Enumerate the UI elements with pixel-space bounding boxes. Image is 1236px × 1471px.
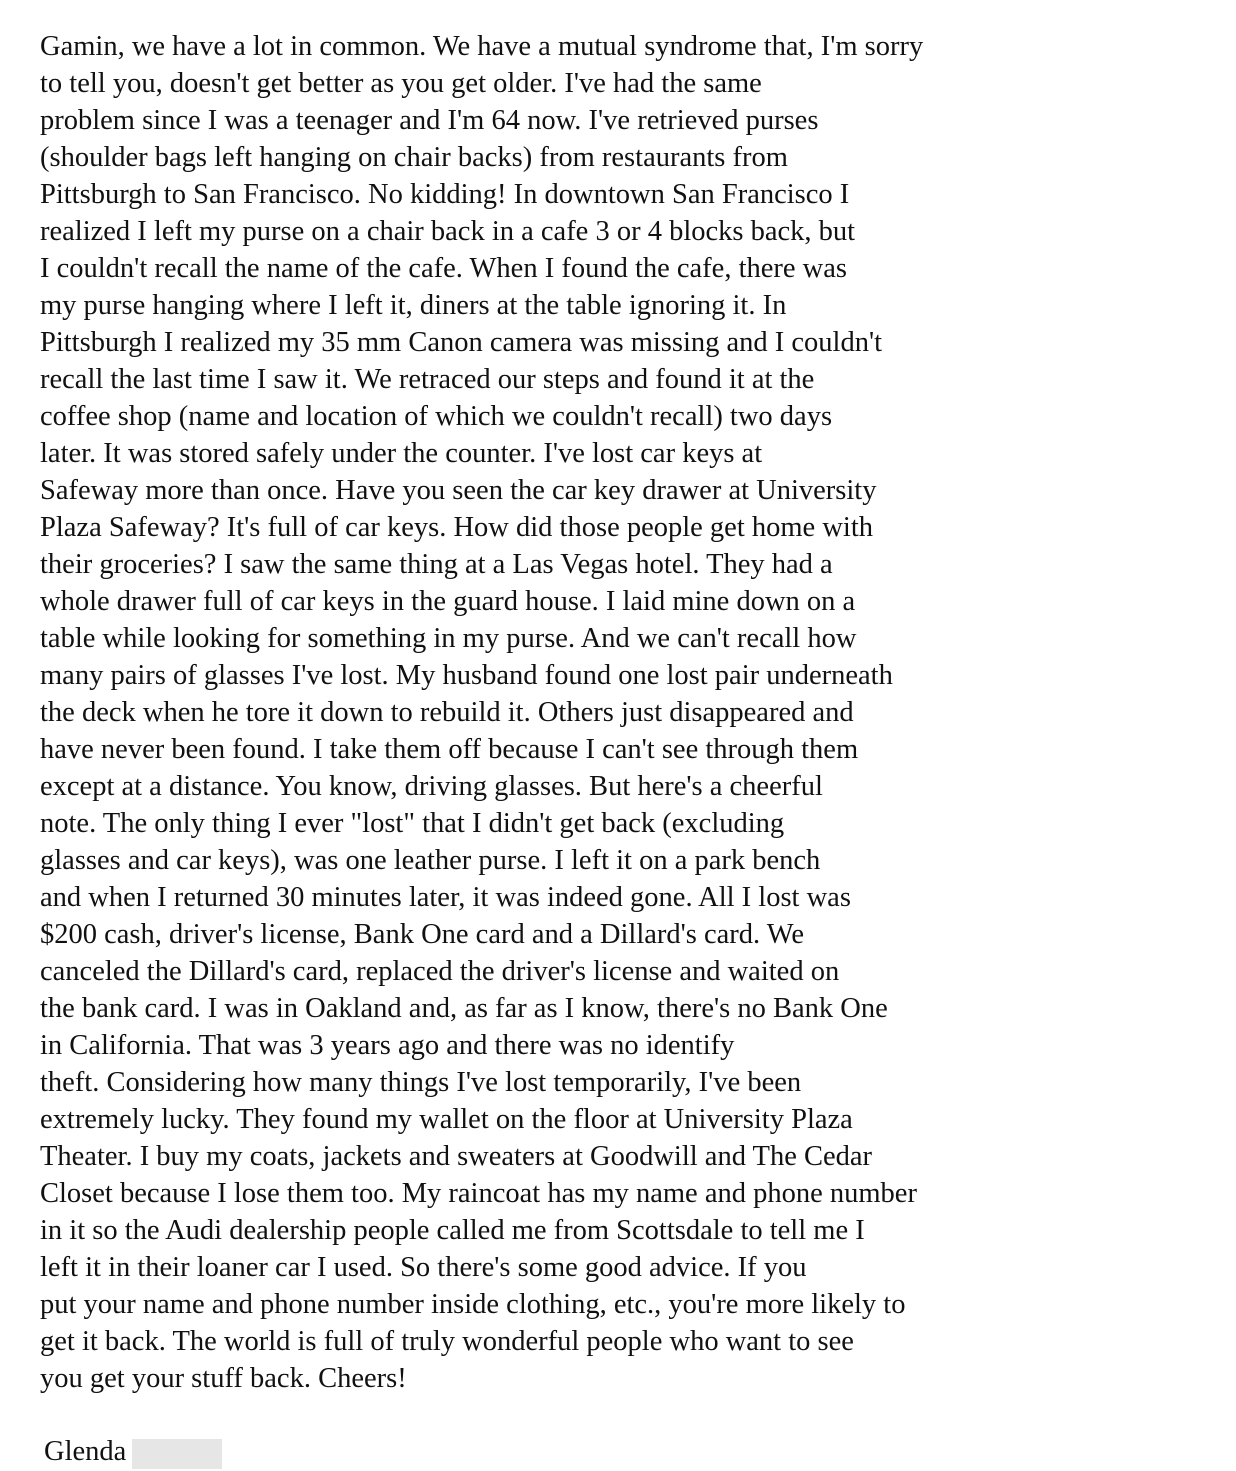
letter-line: the deck when he tore it down to rebuild it. Others just disappeared and xyxy=(40,697,854,728)
letter-line: realized I left my purse on a chair back in a cafe 3 or 4 blocks back, but xyxy=(40,216,856,247)
letter-line: (shoulder bags left hanging on chair backs) from restaurants from xyxy=(40,142,788,173)
letter-line: my purse hanging where I left it, diners at the table ignoring it. In xyxy=(40,290,787,321)
letter-line: Theater. I buy my coats, jackets and sweaters at Goodwill and The Cedar xyxy=(40,1141,873,1172)
letter-line: $200 cash, driver's license, Bank One card and a Dillard's card. We xyxy=(40,919,805,950)
letter-line: left it in their loaner car I used. So there's some good advice. If you xyxy=(40,1252,807,1283)
letter-line: Pittsburgh to San Francisco. No kidding! In downtown San Francisco I xyxy=(40,179,850,210)
letter-line: get it back. The world is full of truly wonderful people who want to see xyxy=(40,1326,854,1357)
letter-line: their groceries? I saw the same thing at a Las Vegas hotel. They had a xyxy=(40,549,833,580)
letter-line: to tell you, doesn't get better as you get older. I've had the same xyxy=(40,68,762,99)
letter-line: Safeway more than once. Have you seen the car key drawer at University xyxy=(40,475,877,506)
letter-line: later. It was stored safely under the counter. I've lost car keys at xyxy=(40,438,763,469)
letter-line: Gamin, we have a lot in common. We have a mutual syndrome that, I'm sorry xyxy=(40,31,924,62)
letter-line: I couldn't recall the name of the cafe. When I found the cafe, there was xyxy=(40,253,847,284)
letter-line: note. The only thing I ever "lost" that I didn't get back (excluding xyxy=(40,808,785,839)
letter-line: you get your stuff back. Cheers! xyxy=(40,1363,407,1394)
letter-line: coffee shop (name and location of which we couldn't recall) two days xyxy=(40,401,833,432)
signature xyxy=(44,1433,222,1470)
letter-line: problem since I was a teenager and I'm 64 now. I've retrieved purses xyxy=(40,105,819,136)
letter-line: have never been found. I take them off because I can't see through them xyxy=(40,734,859,765)
letter-line: the bank card. I was in Oakland and, as far as I know, there's no Bank One xyxy=(40,993,888,1024)
redacted-surname xyxy=(132,1439,222,1469)
letter-line: except at a distance. You know, driving glasses. But here's a cheerful xyxy=(40,771,823,802)
letter-line: theft. Considering how many things I've lost temporarily, I've been xyxy=(40,1067,802,1098)
letter-line: in it so the Audi dealership people called me from Scottsdale to tell me I xyxy=(40,1215,865,1246)
signature-name: Glenda xyxy=(44,1436,127,1467)
letter-line: Closet because I lose them too. My raincoat has my name and phone number xyxy=(40,1178,917,1209)
letter-line: glasses and car keys), was one leather purse. I left it on a park bench xyxy=(40,845,821,876)
letter-body xyxy=(40,28,1220,1397)
letter-line: whole drawer full of car keys in the guard house. I laid mine down on a xyxy=(40,586,856,617)
letter-line: many pairs of glasses I've lost. My husband found one lost pair underneath xyxy=(40,660,893,691)
letter-line: extremely lucky. They found my wallet on the floor at University Plaza xyxy=(40,1104,853,1135)
letter-line: Pittsburgh I realized my 35 mm Canon camera was missing and I couldn't xyxy=(40,327,883,358)
letter-line: recall the last time I saw it. We retraced our steps and found it at the xyxy=(40,364,815,395)
letter-line: canceled the Dillard's card, replaced the driver's license and waited on xyxy=(40,956,840,987)
letter-line: in California. That was 3 years ago and there was no identify xyxy=(40,1030,735,1061)
letter-line: table while looking for something in my purse. And we can't recall how xyxy=(40,623,857,654)
letter-line: Plaza Safeway? It's full of car keys. How did those people get home with xyxy=(40,512,873,543)
letter-line: put your name and phone number inside clothing, etc., you're more likely to xyxy=(40,1289,906,1320)
letter-line: and when I returned 30 minutes later, it was indeed gone. All I lost was xyxy=(40,882,851,913)
